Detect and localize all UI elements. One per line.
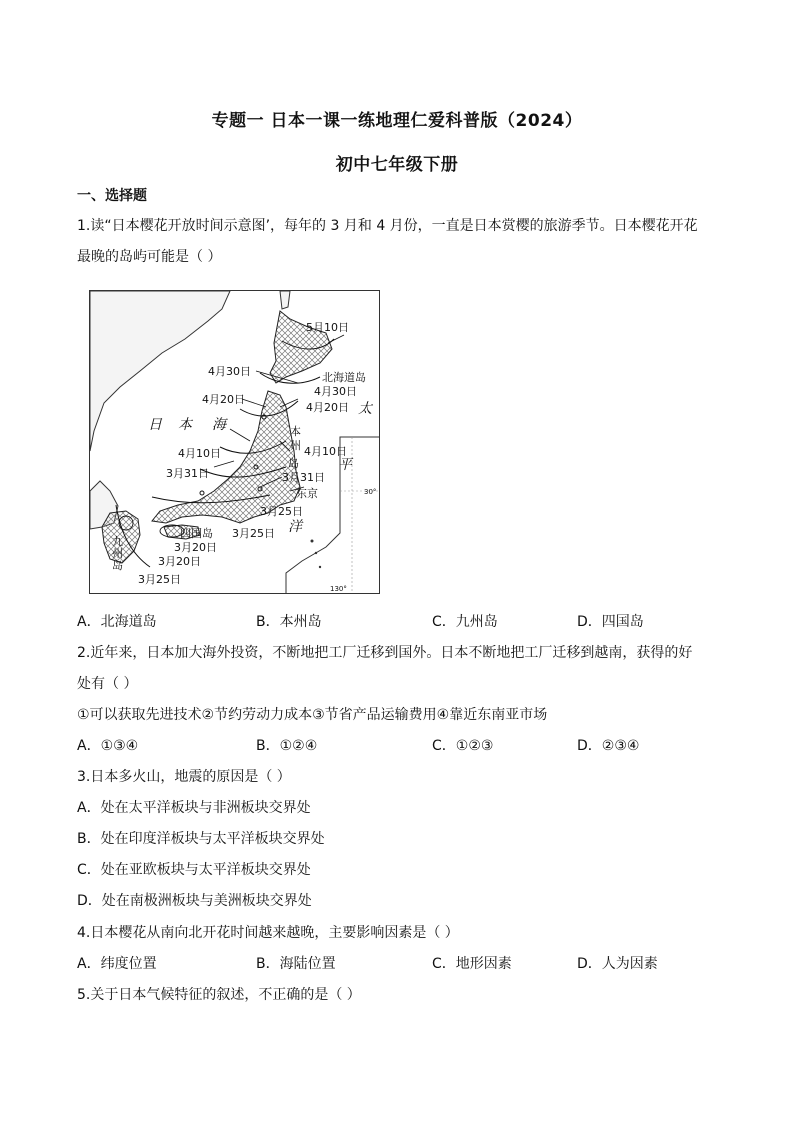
label-lon130: 130°: [330, 585, 347, 593]
label-kyushu-3: 岛: [112, 559, 123, 572]
q3-option-c: C．处在亚欧板块与太平洋板块交界处: [77, 862, 311, 878]
label-mar25-e: 3月25日: [260, 505, 303, 518]
q4-option-d: D．人为因素: [577, 956, 658, 972]
q2-choices: ①可以获取先进技术②节约劳动力成本③节省产品运输费用④靠近东南亚市场: [77, 707, 548, 723]
label-apr10-e: 4月10日: [304, 445, 347, 458]
label-ping: 平: [338, 457, 352, 473]
label-kyushu-2: 州: [112, 547, 123, 560]
q2-stem-line1: 2.近年来，日本加大海外投资，不断地把工厂迁移到国外。日本不断地把工厂迁移到越南，获得的好: [77, 645, 693, 661]
label-apr30-e: 4月30日: [314, 385, 357, 398]
label-apr20-w: 4月20日: [202, 393, 245, 406]
label-shikoku: 四国岛: [180, 527, 213, 540]
label-honshu-3: 岛: [288, 457, 299, 470]
label-honshu-2: 州: [290, 439, 301, 452]
q1-option-d: D．四国岛: [577, 614, 644, 630]
map-svg: [90, 291, 380, 594]
label-mar20-b: 3月20日: [158, 555, 201, 568]
label-honshu-1: 本: [290, 425, 301, 438]
sakhalin-shape: [280, 291, 290, 309]
label-tai: 太: [358, 401, 372, 417]
q2-option-c: C．①②③: [432, 738, 494, 754]
section-heading: 一、选择题: [77, 188, 147, 204]
label-sea-2: 本: [178, 417, 192, 433]
q1-stem-line1: 1.读“日本樱花开放时间示意图’，每年的 3 月和 4 月份，一直是日本赏樱的旅游季节。日本樱花开花: [77, 218, 698, 234]
q1-option-c: C．九州岛: [432, 614, 498, 630]
label-yang: 洋: [288, 519, 302, 535]
q2-option-d: D．②③④: [577, 738, 640, 754]
q4-option-c: C．地形因素: [432, 956, 512, 972]
label-apr30-w: 4月30日: [208, 365, 251, 378]
q4-option-b: B．海陆位置: [256, 956, 336, 972]
label-mar20-a: 3月20日: [174, 541, 217, 554]
q1-stem-line2: 最晚的岛屿可能是（ ）: [77, 249, 222, 265]
q4-stem: 4.日本樱花从南向北开花时间越来越晚，主要影响因素是（ ）: [77, 925, 459, 941]
label-mar31-e: 3月31日: [282, 471, 325, 484]
document-subtitle: 初中七年级下册: [335, 155, 459, 175]
label-mar31-w: 3月31日: [166, 467, 209, 480]
label-kyushu-1: 九: [112, 535, 123, 548]
q5-stem: 5.关于日本气候特征的叙述，不正确的是（ ）: [77, 987, 361, 1003]
q1-option-a: A．北海道岛: [77, 614, 157, 630]
document-title: 专题一 日本一课一练地理仁爱科普版（2024）: [211, 111, 583, 131]
q3-option-b: B．处在印度洋板块与太平洋板块交界处: [77, 831, 325, 847]
label-mar25-m: 3月25日: [232, 527, 275, 540]
q2-stem-line2: 处有（ ）: [77, 676, 138, 692]
q3-option-d: D．处在南极洲板块与美洲板块交界处: [77, 893, 312, 909]
label-hokkaido: 北海道岛: [322, 371, 366, 384]
sakura-bloom-map: [89, 290, 380, 594]
q2-option-a: A．①③④: [77, 738, 139, 754]
label-may10: 5月10日: [306, 321, 349, 334]
label-apr20-e: 4月20日: [306, 401, 349, 414]
q3-stem: 3.日本多火山，地震的原因是（ ）: [77, 769, 291, 785]
label-sea-1: 日: [148, 417, 162, 433]
q1-option-b: B．本州岛: [256, 614, 322, 630]
label-mar25-s: 3月25日: [138, 573, 181, 586]
label-apr10-w: 4月10日: [178, 447, 221, 460]
q4-option-a: A．纬度位置: [77, 956, 157, 972]
honshu-shape: [152, 391, 300, 523]
label-tokyo: 东京: [296, 487, 318, 500]
label-sea-3: 海: [212, 417, 226, 433]
q2-option-b: B．①②④: [256, 738, 318, 754]
label-lat30: 30°: [364, 488, 377, 496]
q3-option-a: A．处在太平洋板块与非洲板块交界处: [77, 800, 311, 816]
